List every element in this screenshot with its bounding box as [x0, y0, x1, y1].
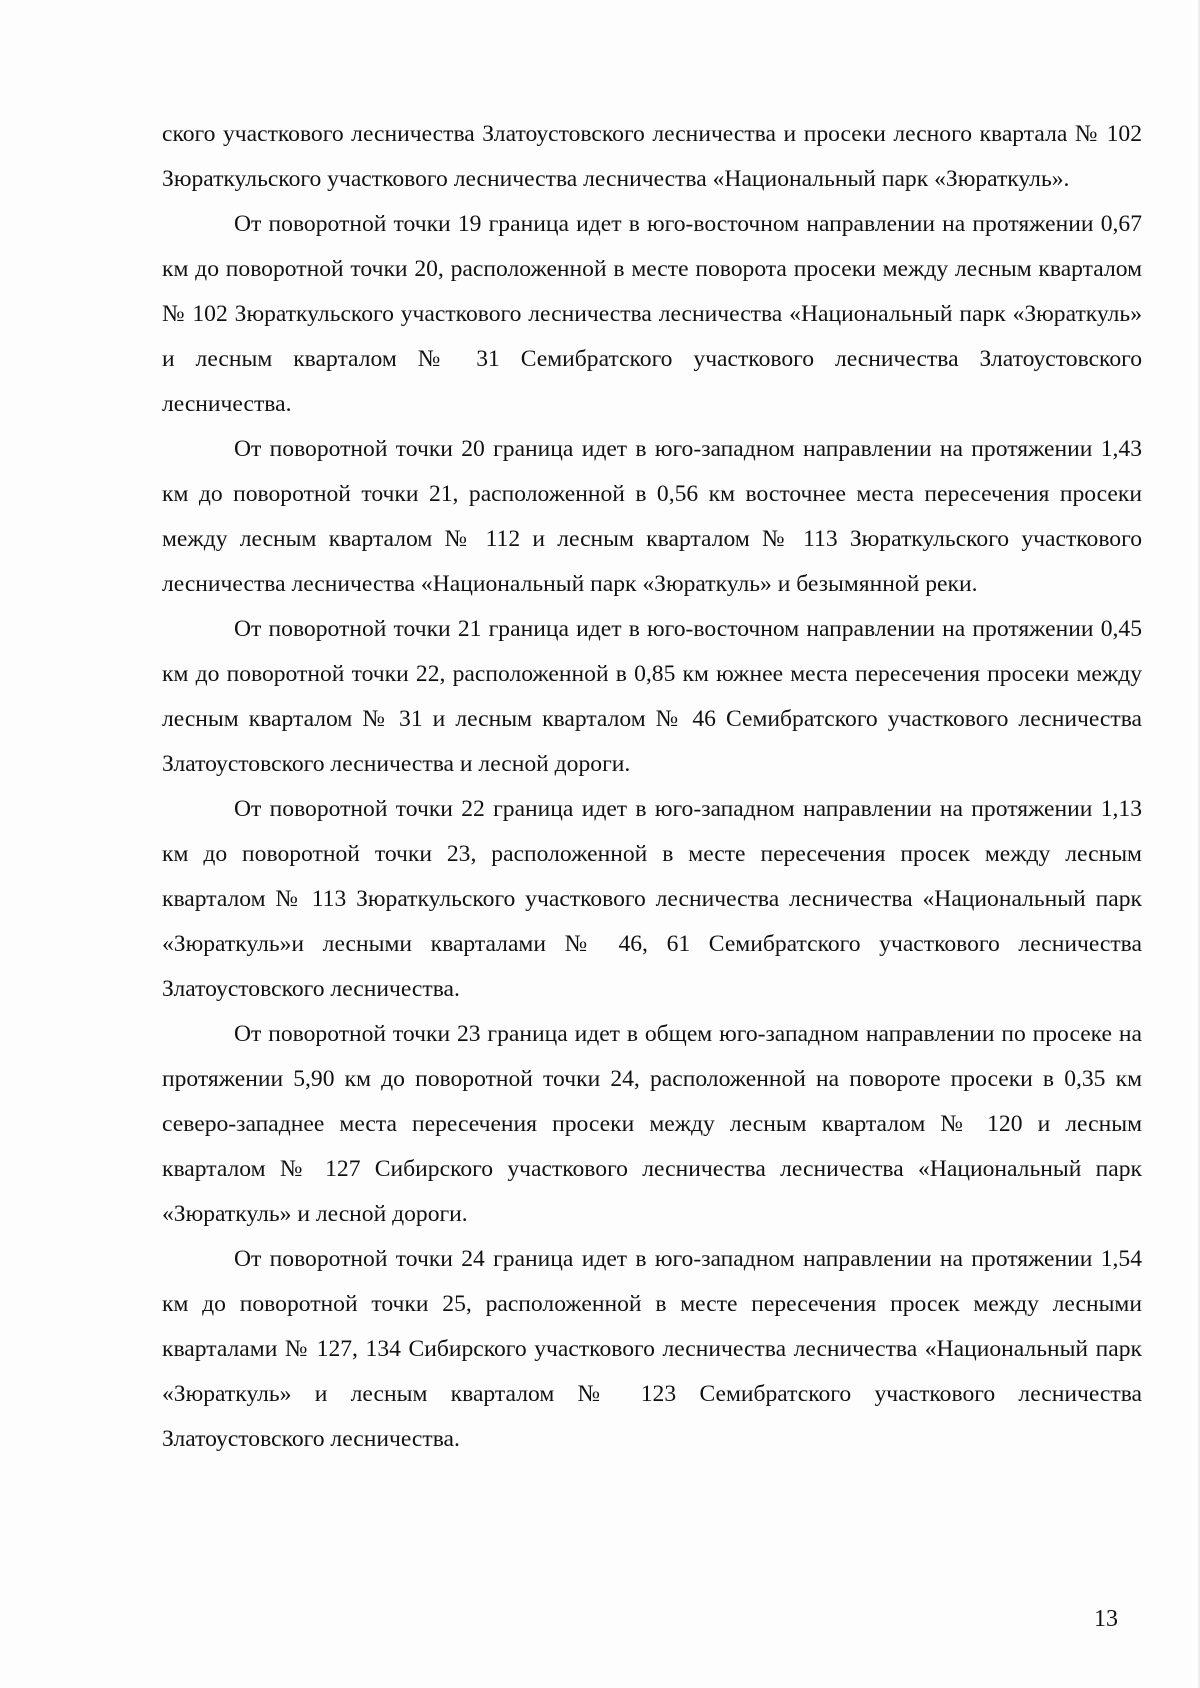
paragraph-5: От поворотной точки 22 граница идет в юго-западном направлении на протяжении 1,13 км до поворотной точки 23, расположенной в месте пересечения просек между лесным кварталом № 113 Зюраткульского участкового лесничества лесничества «Национальный парк «Зюраткуль»и лесными кварталами № 46, 61 Семибратского участкового лесничества Златоустовского лесничества. [162, 796, 1142, 1002]
page-number: 13 [1094, 1606, 1118, 1632]
paragraph-3: От поворотной точки 20 граница идет в юго-западном направлении на протяжении 1,43 км до поворотной точки 21, расположенной в 0,56 км восточнее места пересечения просеки между лесным кварталом № 112 и лесным кварталом № 113 Зюраткульского участкового лесничества лесничества «Национальный парк «Зюраткуль» и безымянной реки. [162, 436, 1142, 597]
paragraph-6: От поворотной точки 23 граница идет в общем юго-западном направлении по просеке на протяжении 5,90 км до поворотной точки 24, расположенной на повороте просеки в 0,35 км северо-западнее места пересечения просеки между лесным кварталом № 120 и лесным кварталом № 127 Сибирского участкового лесничества лесничества «Национальный парк «Зюраткуль» и лесной дороги. [162, 1021, 1142, 1227]
paragraph-7: От поворотной точки 24 граница идет в юго-западном направлении на протяжении 1,54 км до поворотной точки 25, расположенной в месте пересечения просек между лесными кварталами № 127, 134 Сибирского участкового лесничества лесничества «Национальный парк «Зюраткуль» и лесным кварталом № 123 Семибратского участкового лесничества Златоустовского лесничества. [162, 1246, 1142, 1452]
paragraph-1: ского участкового лесничества Златоустовского лесничества и просеки лесного квартала № 102 Зюраткульского участкового лесничества лесничества «Национальный парк «Зюраткуль». [162, 121, 1142, 192]
document-body [162, 112, 1142, 1462]
paragraph-4: От поворотной точки 21 граница идет в юго-восточном направлении на протяжении 0,45 км до поворотной точки 22, расположенной в 0,85 км южнее места пересечения просеки между лесным кварталом № 31 и лесным кварталом № 46 Семибратского участкового лесничества Златоустовского лесничества и лесной дороги. [162, 616, 1142, 777]
paragraph-2: От поворотной точки 19 граница идет в юго-восточном направлении на протяжении 0,67 км до поворотной точки 20, расположенной в месте поворота просеки между лесным кварталом № 102 Зюраткульского участкового лесничества лесничества «Национальный парк «Зюраткуль» и лесным кварталом № 31 Семибратского участкового лесничества Златоустовского лесничества. [162, 211, 1142, 417]
